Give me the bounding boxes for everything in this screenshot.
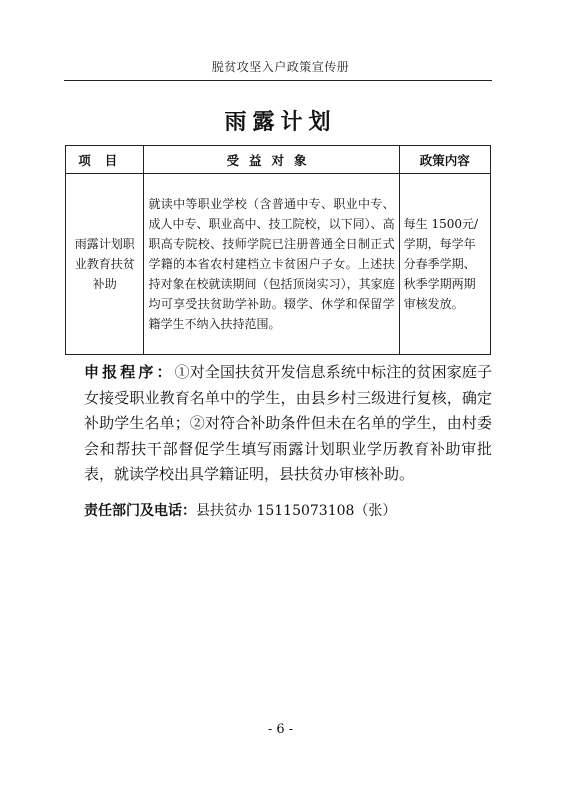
running-header: 脱贫攻坚入户政策宣传册: [211, 60, 350, 74]
procedure-paragraph: [84, 360, 492, 488]
column-header-beneficiary: 受益对象: [144, 146, 399, 174]
header-rule: [64, 80, 492, 81]
contact-label: 责任部门及电话：: [84, 503, 196, 519]
cell-policy: 每生 1500元/学期，每学年分春季学期、秋季学期两期审核发放。: [399, 174, 490, 355]
procedure-label: 申报程序：: [84, 363, 175, 381]
table-row: [66, 174, 491, 355]
column-header-policy: 政策内容: [399, 146, 490, 174]
cell-item: 雨露计划职业教育扶贫补助: [66, 174, 144, 355]
contact-text: 县扶贫办 15115073108（张）: [196, 503, 397, 519]
table-header-row: [66, 146, 491, 174]
cell-beneficiary: 就读中等职业学校（含普通中专、职业中专、成人中专、职业高中、技工院校，以下同）、高职高专院校、技师学院已注册普通全日制正式学籍的本省农村建档立卡贫困户子女。上述扶持对象在校就读期间（包括顶岗实习），其家庭均可享受扶贫助学补助。辍学、休学和保留学籍学生不纳入扶持范围。: [144, 174, 399, 355]
contact-line: [84, 499, 492, 524]
policy-table: [65, 145, 491, 355]
column-header-item: 项目: [66, 146, 144, 174]
page-title: 雨露计划: [224, 109, 337, 135]
procedure-text: ①对全国扶贫开发信息系统中标注的贫困家庭子女接受职业教育名单中的学生，由县乡村三级进行复核，确定补助学生名单；②对符合补助条件但未在名单的学生，由村委会和帮扶干部督促学生填写雨露计划职业学历教育补助审批表，就读学校出具学籍证明，县扶贫办审核补助。: [84, 363, 492, 483]
page-number: - 6 -: [267, 722, 294, 737]
